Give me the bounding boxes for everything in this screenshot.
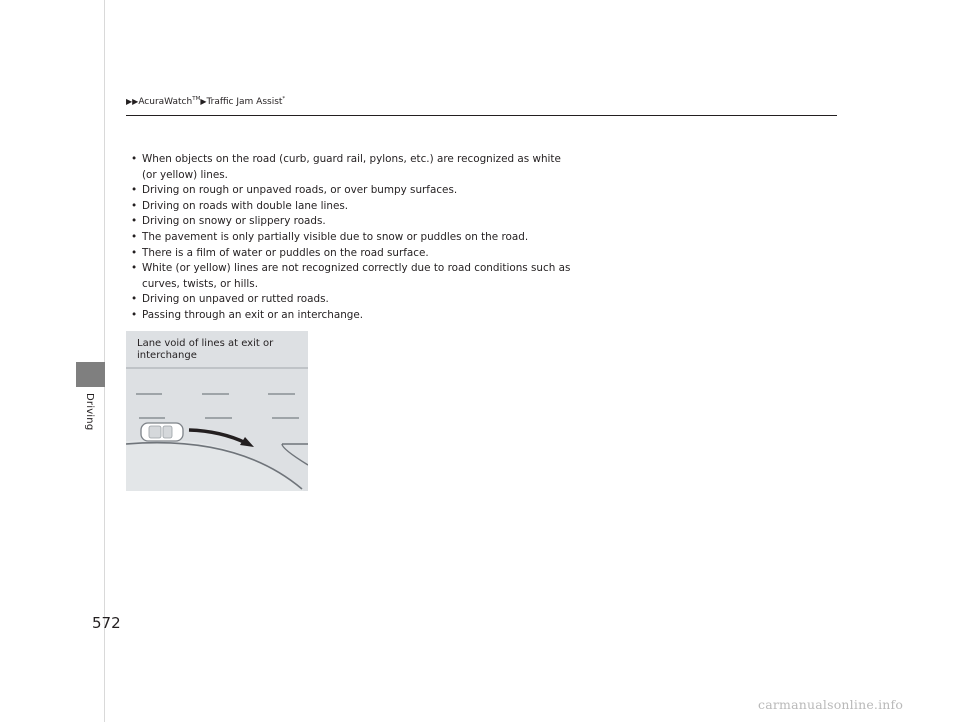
list-item: • Driving on snowy or slippery roads. xyxy=(131,214,601,230)
bullet-icon: • xyxy=(131,153,138,165)
breadcrumb-item-traffic-jam-assist: Traffic Jam Assist xyxy=(206,97,283,107)
breadcrumb xyxy=(126,96,285,107)
bullet-icon: • xyxy=(131,215,138,228)
bullet-icon: • xyxy=(131,293,138,306)
arrow-head-icon xyxy=(240,437,254,447)
car-icon xyxy=(141,423,183,441)
list-item: • When objects on the road (curb, guard rail, pylons, etc.) are recognized as white (or yellow) lines. xyxy=(131,153,561,181)
bullet-icon: • xyxy=(131,308,138,321)
breadcrumb-arrow-icon: ▶ xyxy=(200,97,207,106)
bullet-icon: • xyxy=(131,230,138,243)
road-edge-area xyxy=(126,440,304,491)
list-item: • Driving on unpaved or rutted roads. xyxy=(131,292,601,308)
list-item: • Passing through an exit or an interchange. xyxy=(131,308,601,324)
trademark-mark: TM xyxy=(192,96,201,102)
list-item: • White (or yellow) lines are not recognized correctly due to road conditions such as curves, twists, or hills. xyxy=(131,262,571,290)
bullet-icon: • xyxy=(131,246,138,259)
breadcrumb-item-acurawatch: AcuraWatch xyxy=(138,97,193,107)
direction-arrow-icon xyxy=(189,430,246,443)
section-label: Driving xyxy=(84,393,95,431)
list-item: • Driving on rough or unpaved roads, or over bumpy surfaces. xyxy=(131,183,601,199)
watermark: carmanualsonline.info xyxy=(758,697,904,712)
page-number: 572 xyxy=(92,614,121,632)
header-rule xyxy=(126,115,837,116)
figure-caption: Lane void of lines at exit or interchange xyxy=(137,338,274,361)
bullet-icon: • xyxy=(131,262,138,275)
list-item: • The pavement is only partially visible due to snow or puddles on the road. xyxy=(131,230,601,246)
road-top-edge xyxy=(126,367,308,369)
section-tab-marker xyxy=(76,362,105,387)
bullet-icon: • xyxy=(131,184,138,197)
breadcrumb-arrow-icon: ▶▶ xyxy=(126,97,139,106)
footnote-asterisk: * xyxy=(282,96,286,102)
bullet-icon: • xyxy=(131,199,138,212)
interchange-edge-line xyxy=(282,444,308,465)
list-item: • There is a film of water or puddles on the road surface. xyxy=(131,246,601,262)
list-item: • Driving on roads with double lane lines. xyxy=(131,199,601,215)
condition-list xyxy=(131,152,601,324)
